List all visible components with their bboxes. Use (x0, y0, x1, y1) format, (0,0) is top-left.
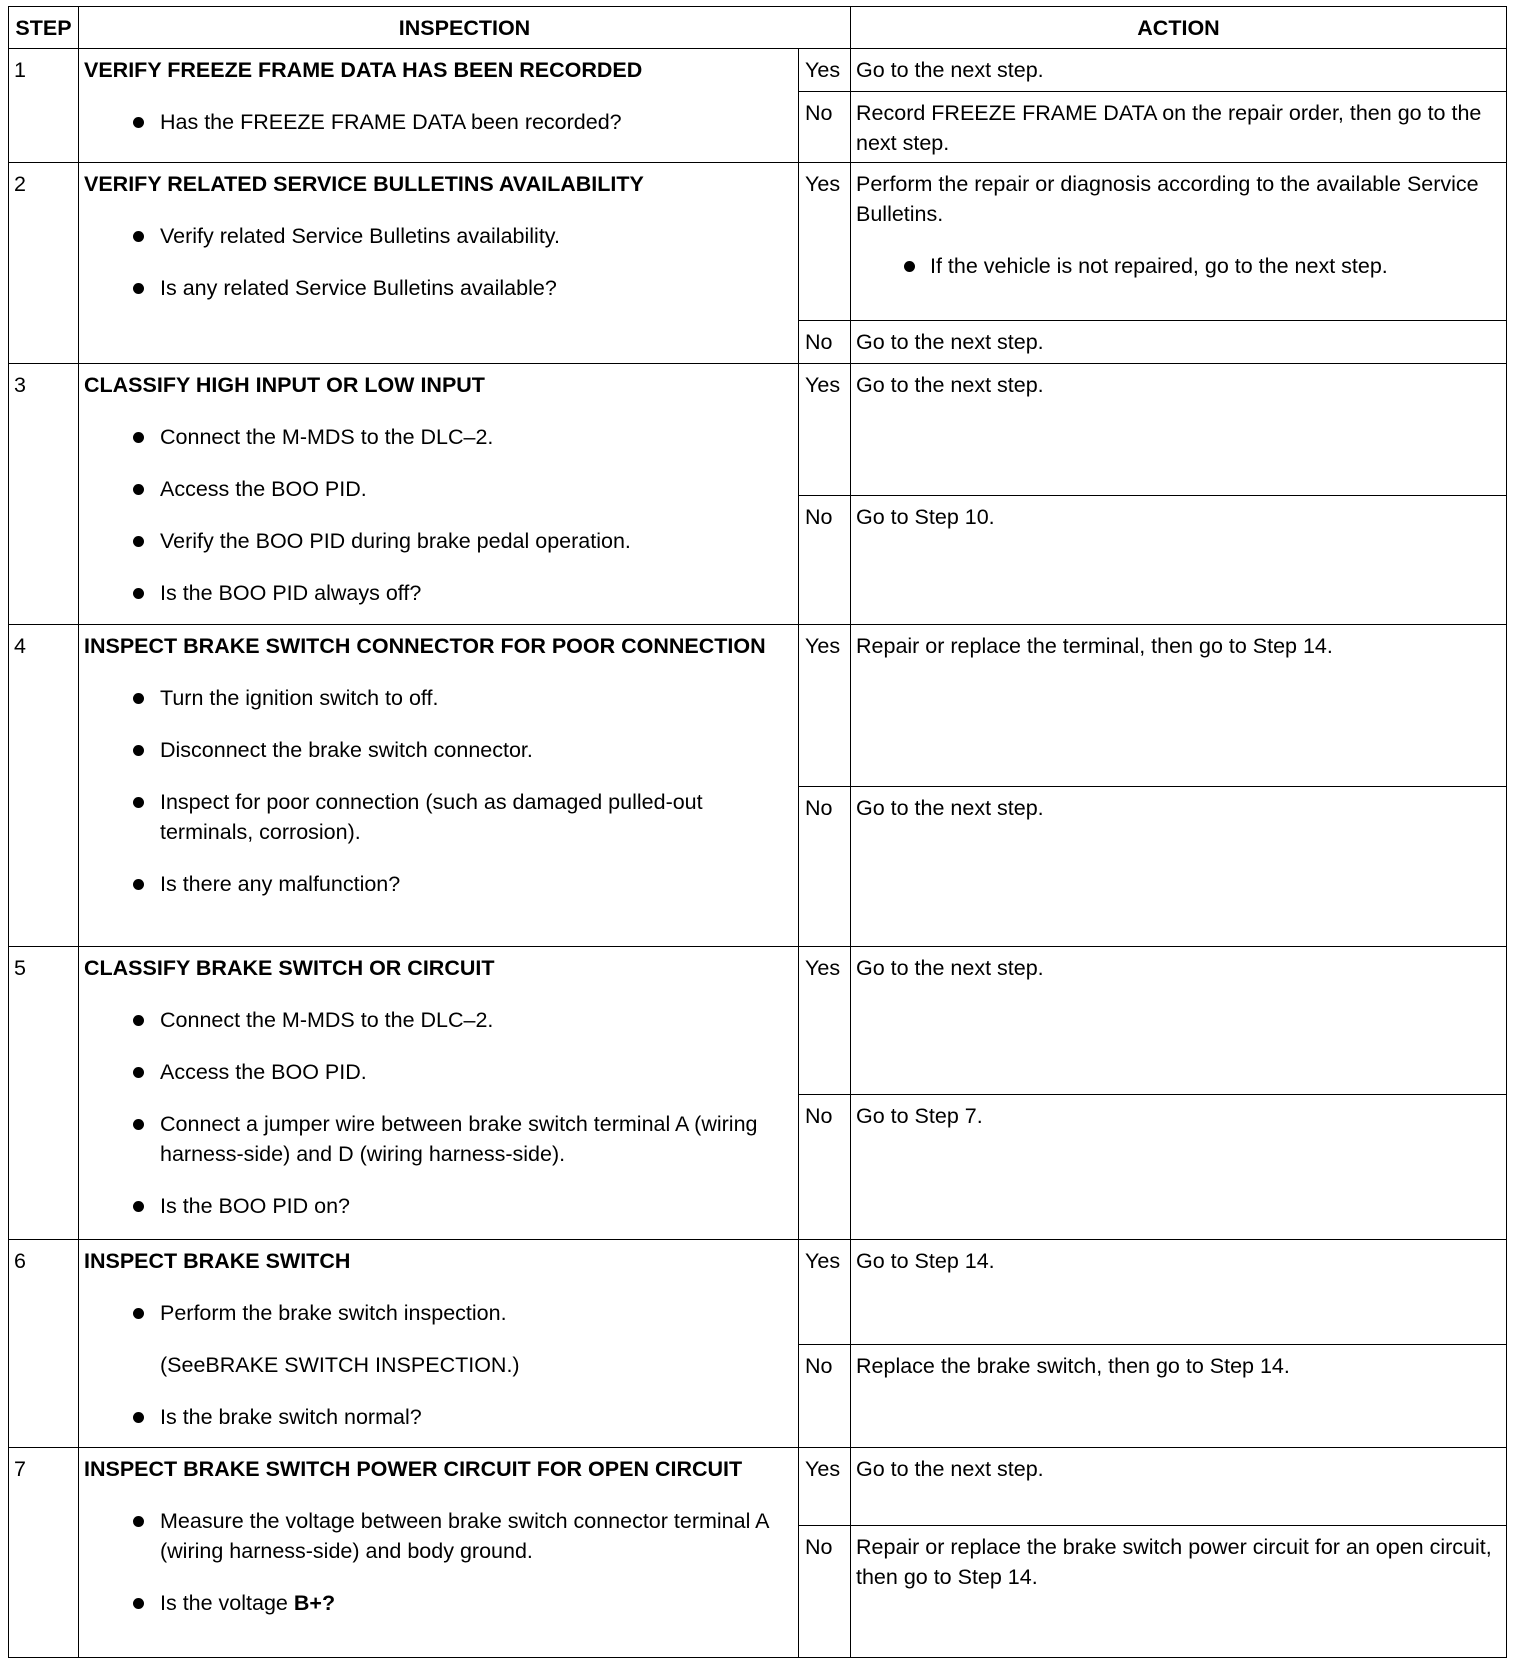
bullet-item: Verify the BOO PID during brake pedal operation. (84, 526, 793, 556)
yes-label: Yes (799, 625, 851, 786)
step-number: 1 (9, 49, 79, 163)
yes-action (851, 163, 1507, 321)
yes-action (851, 625, 1507, 786)
table-row (9, 947, 1507, 1095)
step-title: CLASSIFY HIGH INPUT OR LOW INPUT (84, 372, 485, 397)
yes-label: Yes (799, 49, 851, 91)
table-row (9, 625, 1507, 786)
bullet-text: Is the voltage (160, 1590, 294, 1615)
no-action (851, 786, 1507, 946)
yes-label: Yes (799, 163, 851, 321)
no-label: No (799, 1094, 851, 1240)
inspection-cell (79, 1240, 799, 1447)
inspection-cell (79, 1447, 799, 1657)
inspection-cell (79, 625, 799, 947)
no-label: No (799, 495, 851, 625)
bullet-item: Connect a jumper wire between brake switch terminal A (wiring harness-side) and D (wiring harness-side). (84, 1109, 793, 1169)
action-text: Go to the next step. (856, 795, 1044, 820)
step-title: INSPECT BRAKE SWITCH (84, 1249, 351, 1274)
table-row (9, 1447, 1507, 1526)
bullet-item: Is any related Service Bulletins available? (84, 273, 793, 303)
step-number: 4 (9, 625, 79, 947)
step-number: 5 (9, 947, 79, 1240)
yes-label: Yes (799, 363, 851, 495)
yes-action (851, 947, 1507, 1095)
table-row (9, 1240, 1507, 1344)
bullet-item: Is there any malfunction? (84, 869, 793, 899)
no-action (851, 91, 1507, 162)
no-action (851, 1526, 1507, 1658)
action-text: Go to Step 14. (856, 1249, 995, 1274)
bullet-item: Inspect for poor connection (such as damaged pulled-out terminals, corrosion). (84, 787, 793, 847)
bullet-item: Access the BOO PID. (84, 1057, 793, 1087)
header-step: STEP (9, 7, 79, 49)
step-title: VERIFY RELATED SERVICE BULLETINS AVAILABILITY (84, 172, 644, 197)
bullet-item: Is the BOO PID on? (84, 1191, 793, 1221)
no-action (851, 495, 1507, 625)
action-text: Go to the next step. (856, 1456, 1044, 1481)
action-text: Go to the next step. (856, 372, 1044, 397)
table-row (9, 163, 1507, 321)
action-text: Repair or replace the brake switch power circuit for an open circuit, then go to Step 14. (856, 1535, 1492, 1590)
header-action: ACTION (851, 7, 1507, 49)
no-label: No (799, 321, 851, 363)
no-label: No (799, 786, 851, 946)
bullet-item (84, 1588, 793, 1618)
step-number: 3 (9, 363, 79, 624)
action-text: Go to the next step. (856, 956, 1044, 981)
no-action (851, 1344, 1507, 1447)
table-row (9, 49, 1507, 91)
action-text: Go to the next step. (856, 330, 1044, 355)
bullet-bold-text: B+? (293, 1590, 336, 1615)
step-title: CLASSIFY BRAKE SWITCH OR CIRCUIT (84, 956, 495, 981)
yes-label: Yes (799, 1240, 851, 1344)
yes-action (851, 1240, 1507, 1344)
yes-action (851, 1447, 1507, 1526)
action-text: Replace the brake switch, then go to Step 14. (856, 1353, 1290, 1378)
no-action (851, 1094, 1507, 1240)
step-number: 7 (9, 1447, 79, 1657)
inspection-cell (79, 49, 799, 163)
action-text: Record FREEZE FRAME DATA on the repair order, then go to the next step. (856, 100, 1482, 155)
step-number: 6 (9, 1240, 79, 1447)
action-text: Go to Step 10. (856, 504, 995, 529)
step-title: INSPECT BRAKE SWITCH CONNECTOR FOR POOR CONNECTION (84, 634, 766, 659)
bullet-item: Is the brake switch normal? (84, 1402, 793, 1432)
yes-label: Yes (799, 1447, 851, 1526)
step-title: INSPECT BRAKE SWITCH POWER CIRCUIT FOR OPEN CIRCUIT (84, 1456, 743, 1481)
action-text: Repair or replace the terminal, then go to Step 14. (856, 634, 1333, 659)
bullet-item: Connect the M-MDS to the DLC–2. (84, 422, 793, 452)
header-inspection: INSPECTION (79, 7, 851, 49)
action-text: Go to Step 7. (856, 1103, 983, 1128)
inspection-cell (79, 947, 799, 1240)
yes-action (851, 49, 1507, 91)
bullet-item: Has the FREEZE FRAME DATA been recorded? (84, 107, 793, 137)
bullet-item: Access the BOO PID. (84, 474, 793, 504)
bullet-item: Verify related Service Bulletins availability. (84, 221, 793, 251)
table-row (9, 363, 1507, 495)
bullet-item: Measure the voltage between brake switch connector terminal A (wiring harness-side) and body ground. (84, 1506, 793, 1566)
bullet-item: Connect the M-MDS to the DLC–2. (84, 1005, 793, 1035)
yes-action (851, 363, 1507, 495)
bullet-item: Perform the brake switch inspection. (84, 1298, 793, 1328)
step-number: 2 (9, 163, 79, 364)
bullet-item: Turn the ignition switch to off. (84, 683, 793, 713)
action-text: Perform the repair or diagnosis according to the available Service Bulletins. (856, 172, 1479, 227)
reference-note: (SeeBRAKE SWITCH INSPECTION.) (160, 1353, 520, 1378)
bullet-item: Disconnect the brake switch connector. (84, 735, 793, 765)
action-bullet: If the vehicle is not repaired, go to the next step. (856, 251, 1501, 281)
no-label: No (799, 91, 851, 162)
inspection-cell (79, 363, 799, 624)
no-label: No (799, 1344, 851, 1447)
bullet-item: Is the BOO PID always off? (84, 578, 793, 608)
no-action (851, 321, 1507, 363)
diagnostic-table (8, 6, 1507, 1658)
no-label: No (799, 1526, 851, 1658)
step-title: VERIFY FREEZE FRAME DATA HAS BEEN RECORDED (84, 58, 643, 83)
header-row (9, 7, 1507, 49)
yes-label: Yes (799, 947, 851, 1095)
action-text: Go to the next step. (856, 58, 1044, 83)
inspection-cell (79, 163, 799, 364)
